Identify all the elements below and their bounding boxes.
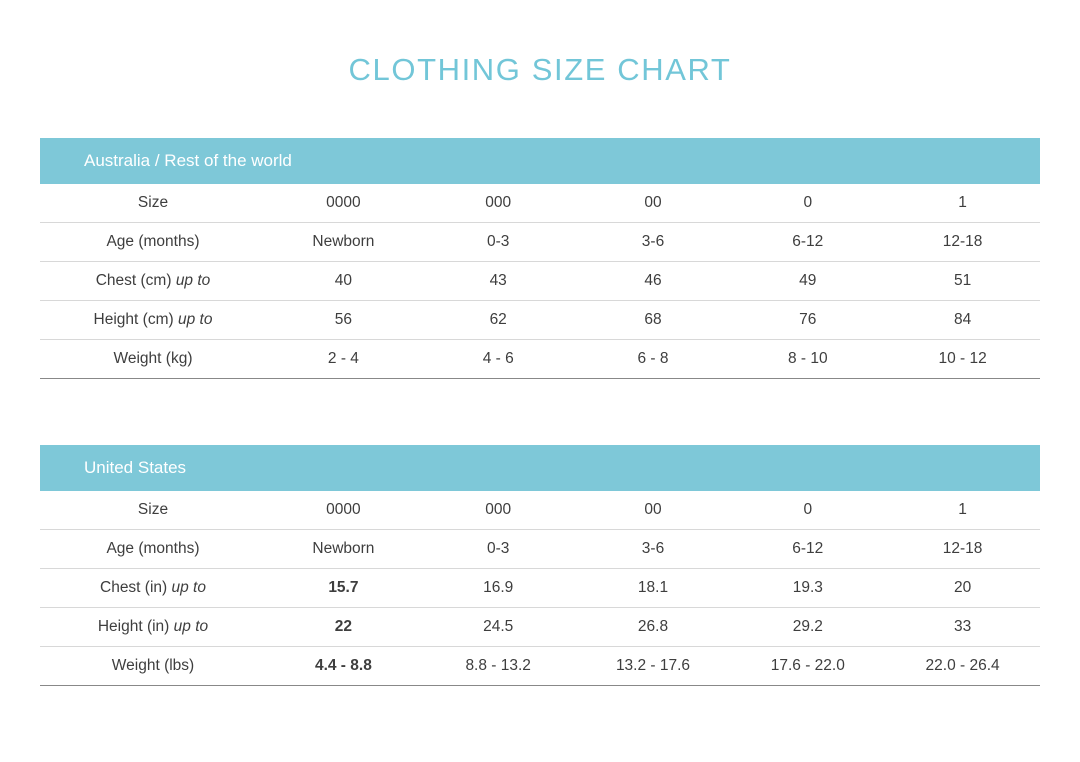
size-table-australia <box>40 138 1040 379</box>
cell: 1 <box>885 491 1040 530</box>
cell: 4 - 6 <box>421 340 576 379</box>
table-row <box>40 569 1040 608</box>
cell: 0-3 <box>421 223 576 262</box>
cell: 0000 <box>266 491 421 530</box>
cell: 22 <box>266 608 421 647</box>
cell: 51 <box>885 262 1040 301</box>
cell: 43 <box>421 262 576 301</box>
cell: 22.0 - 26.4 <box>885 647 1040 686</box>
cell: 12-18 <box>885 223 1040 262</box>
table-row <box>40 262 1040 301</box>
row-label: Height (in) up to <box>40 608 266 647</box>
cell: 2 - 4 <box>266 340 421 379</box>
cell: 6 - 8 <box>576 340 731 379</box>
cell: 3-6 <box>576 530 731 569</box>
table-row <box>40 491 1040 530</box>
row-label: Size <box>40 184 266 223</box>
row-label: Height (cm) up to <box>40 301 266 340</box>
row-label: Age (months) <box>40 223 266 262</box>
cell: 19.3 <box>730 569 885 608</box>
cell: 000 <box>421 491 576 530</box>
cell: 20 <box>885 569 1040 608</box>
table-row <box>40 530 1040 569</box>
cell: 46 <box>576 262 731 301</box>
cell: 0000 <box>266 184 421 223</box>
cell: 6-12 <box>730 530 885 569</box>
cell: 68 <box>576 301 731 340</box>
cell: 6-12 <box>730 223 885 262</box>
cell: 4.4 - 8.8 <box>266 647 421 686</box>
table-header-united-states: United States <box>40 445 1040 491</box>
table-header-australia: Australia / Rest of the world <box>40 138 1040 184</box>
row-label: Chest (cm) up to <box>40 262 266 301</box>
row-label: Chest (in) up to <box>40 569 266 608</box>
table-row <box>40 608 1040 647</box>
cell: 17.6 - 22.0 <box>730 647 885 686</box>
table-row <box>40 647 1040 686</box>
cell: 15.7 <box>266 569 421 608</box>
cell: 0 <box>730 491 885 530</box>
table-row <box>40 340 1040 379</box>
cell: Newborn <box>266 223 421 262</box>
cell: 56 <box>266 301 421 340</box>
cell: 00 <box>576 491 731 530</box>
row-label: Weight (kg) <box>40 340 266 379</box>
cell: 1 <box>885 184 1040 223</box>
cell: 16.9 <box>421 569 576 608</box>
page-title: CLOTHING SIZE CHART <box>348 52 732 87</box>
cell: 00 <box>576 184 731 223</box>
cell: 49 <box>730 262 885 301</box>
table-row <box>40 223 1040 262</box>
table-row <box>40 184 1040 223</box>
cell: 24.5 <box>421 608 576 647</box>
cell: 0-3 <box>421 530 576 569</box>
table-row <box>40 301 1040 340</box>
cell: 10 - 12 <box>885 340 1040 379</box>
cell: 18.1 <box>576 569 731 608</box>
cell: 0 <box>730 184 885 223</box>
cell: 26.8 <box>576 608 731 647</box>
cell: 000 <box>421 184 576 223</box>
cell: 33 <box>885 608 1040 647</box>
cell: 3-6 <box>576 223 731 262</box>
cell: 76 <box>730 301 885 340</box>
cell: 13.2 - 17.6 <box>576 647 731 686</box>
cell: 84 <box>885 301 1040 340</box>
table-united-states <box>40 491 1040 686</box>
cell: 12-18 <box>885 530 1040 569</box>
cell: 62 <box>421 301 576 340</box>
size-table-united-states <box>40 445 1040 686</box>
row-label: Age (months) <box>40 530 266 569</box>
cell: 8 - 10 <box>730 340 885 379</box>
table-australia <box>40 184 1040 379</box>
row-label: Size <box>40 491 266 530</box>
cell: Newborn <box>266 530 421 569</box>
row-label: Weight (lbs) <box>40 647 266 686</box>
cell: 29.2 <box>730 608 885 647</box>
cell: 40 <box>266 262 421 301</box>
cell: 8.8 - 13.2 <box>421 647 576 686</box>
